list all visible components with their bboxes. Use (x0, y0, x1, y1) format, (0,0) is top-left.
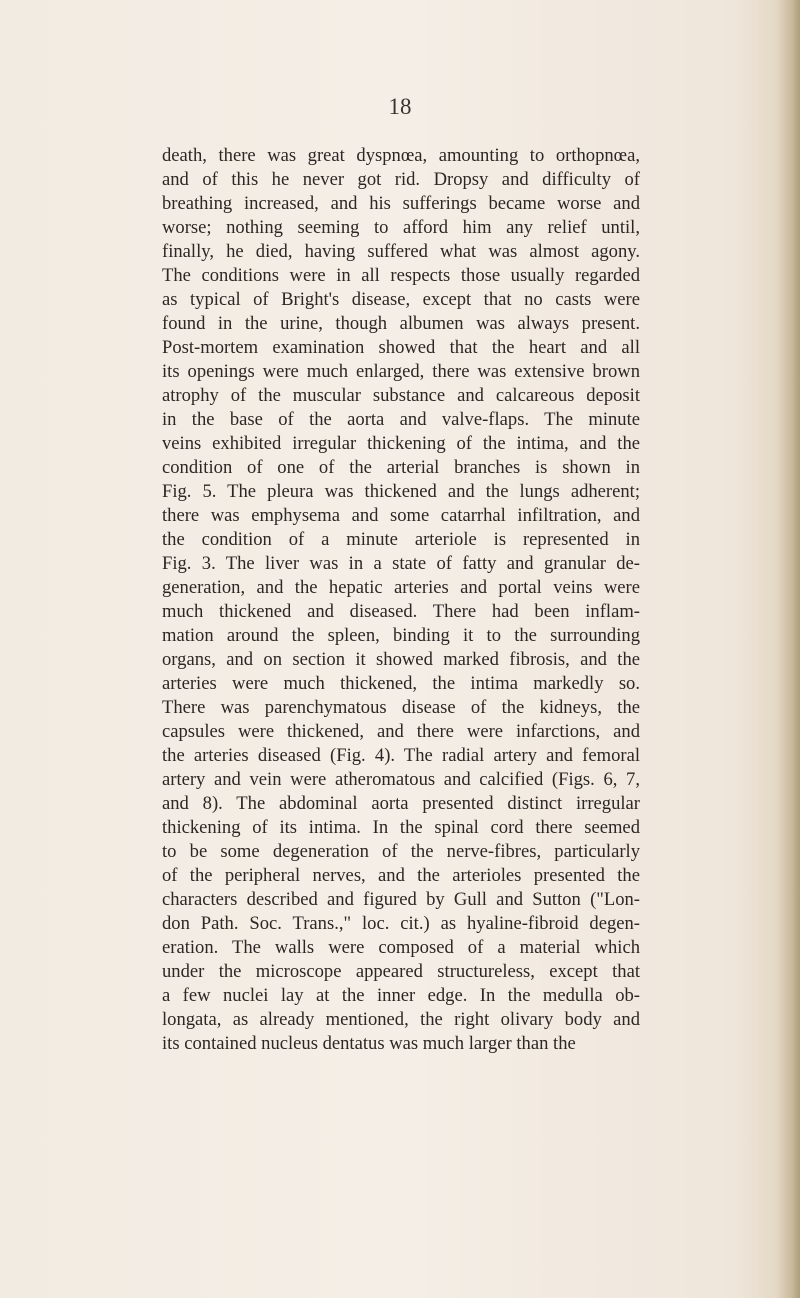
text-line: its contained nucleus dentatus was much larger than the (162, 1033, 576, 1054)
text-line: its openings were much enlarged, there was extensive brown (162, 361, 640, 382)
text-line: don Path. Soc. Trans.," loc. cit.) as hyaline-fibroid degen- (162, 913, 640, 934)
body-text (162, 144, 640, 1056)
text-line: mation around the spleen, binding it to the surrounding (162, 625, 640, 646)
text-line: finally, he died, having suffered what was almost agony. (162, 241, 640, 262)
text-line: a few nuclei lay at the inner edge. In the medulla ob- (162, 985, 640, 1006)
text-line: to be some degeneration of the nerve-fibres, particularly (162, 841, 640, 862)
text-line: of the peripheral nerves, and the arterioles presented the (162, 865, 640, 886)
text-line: worse; nothing seeming to afford him any relief until, (162, 217, 640, 238)
text-line: much thickened and diseased. There had been inflam- (162, 601, 640, 622)
page-number: 18 (388, 94, 412, 119)
text-line: and 8). The abdominal aorta presented distinct irregular (162, 793, 640, 814)
text-line: organs, and on section it showed marked fibrosis, and the (162, 649, 640, 670)
text-line: The conditions were in all respects those usually regarded (162, 265, 640, 286)
text-line: thickening of its intima. In the spinal cord there seemed (162, 817, 640, 838)
page-edge-shadow (778, 0, 800, 1298)
text-line: condition of one of the arterial branches is shown in (162, 457, 640, 478)
text-line: under the microscope appeared structureless, except that (162, 961, 640, 982)
text-line: characters described and figured by Gull and Sutton ("Lon- (162, 889, 640, 910)
text-line: found in the urine, though albumen was always present. (162, 313, 640, 334)
text-line: atrophy of the muscular substance and calcareous deposit (162, 385, 640, 406)
text-line: arteries were much thickened, the intima markedly so. (162, 673, 640, 694)
text-line: Fig. 5. The pleura was thickened and the lungs adherent; (162, 481, 640, 502)
text-line: There was parenchymatous disease of the kidneys, the (162, 697, 640, 718)
text-line: veins exhibited irregular thickening of the intima, and the (162, 433, 640, 454)
text-line: the arteries diseased (Fig. 4). The radial artery and femoral (162, 745, 640, 766)
text-line: and of this he never got rid. Dropsy and difficulty of (162, 169, 640, 190)
text-line: generation, and the hepatic arteries and portal veins were (162, 577, 640, 598)
text-line: artery and vein were atheromatous and calcified (Figs. 6, 7, (162, 769, 640, 790)
text-line: the condition of a minute arteriole is represented in (162, 529, 640, 550)
text-line: there was emphysema and some catarrhal infiltration, and (162, 505, 640, 526)
text-line: in the base of the aorta and valve-flaps. The minute (162, 409, 640, 430)
text-line: longata, as already mentioned, the right olivary body and (162, 1009, 640, 1030)
text-line: death, there was great dyspnœa, amounting to orthopnœa, (162, 145, 640, 166)
text-line: capsules were thickened, and there were infarctions, and (162, 721, 640, 742)
text-line: Post-mortem examination showed that the heart and all (162, 337, 640, 358)
text-line: as typical of Bright's disease, except that no casts were (162, 289, 640, 310)
text-line: breathing increased, and his sufferings became worse and (162, 193, 640, 214)
text-line: eration. The walls were composed of a material which (162, 937, 640, 958)
text-line: Fig. 3. The liver was in a state of fatty and granular de- (162, 553, 640, 574)
